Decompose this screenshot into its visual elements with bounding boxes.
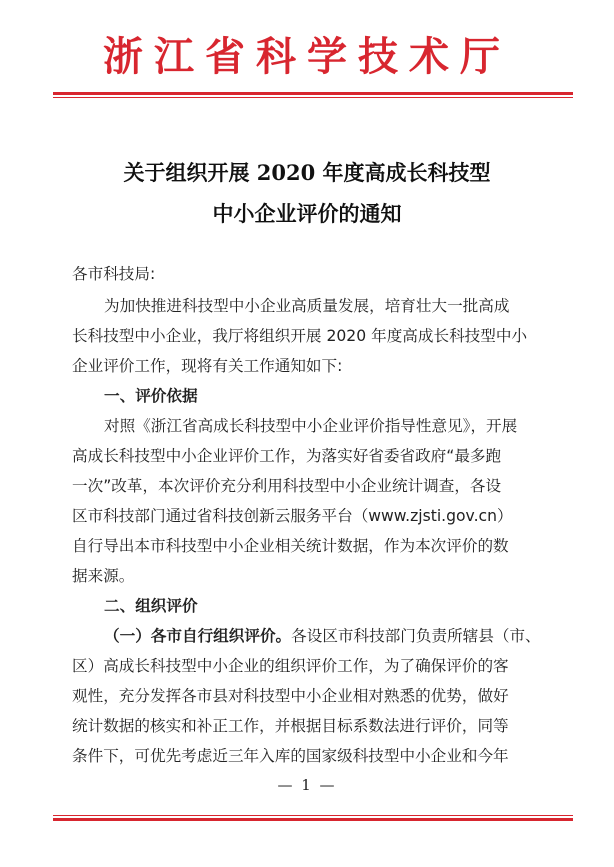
footer-rule-thin xyxy=(53,815,573,816)
para3-sub-heading: （一）各市自行组织评价。 xyxy=(104,627,292,645)
letterhead-org-name: 浙江省科学技术厅 xyxy=(103,33,511,80)
para3-line-3: 观性，充分发挥各市县对科技型中小企业相对熟悉的优势，做好 xyxy=(72,687,509,705)
para2-line-3: 一次”改革，本次评价充分利用科技型中小企业统计调查，各设 xyxy=(72,477,502,495)
para1-line-3: 企业评价工作，现将有关工作通知如下: xyxy=(72,357,343,375)
para2-line-1: 对照《浙江省高成长科技型中小企业评价指导性意见》，开展 xyxy=(104,417,518,435)
letterhead-rule-thick xyxy=(53,92,573,95)
para2-line-6: 据来源。 xyxy=(72,567,135,585)
section2-heading: 二、组织评价 xyxy=(104,597,198,615)
para3-line-1 xyxy=(104,626,541,646)
para2-line-5: 自行导出本市科技型中小企业相关统计数据，作为本次评价的数 xyxy=(72,537,509,555)
para3-line-1-rest: 各设区市科技部门负责所辖县（市、 xyxy=(291,627,541,645)
para1-line-1: 为加快推进科技型中小企业高质量发展，培育壮大一批高成 xyxy=(104,297,510,315)
para2-line-2: 高成长科技型中小企业评价工作，为落实好省委省政府“最多跑 xyxy=(72,447,502,465)
salutation: 各市科技局: xyxy=(72,265,156,283)
section1-heading: 一、评价依据 xyxy=(104,387,198,405)
para1-line-2: 长科技型中小企业，我厅将组织开展 2020 年度高成长科技型中小 xyxy=(72,327,528,345)
page-number: — 1 — xyxy=(277,776,337,794)
para3-line-5: 条件下，可优先考虑近三年入库的国家级科技型中小企业和今年 xyxy=(72,747,509,765)
footer-rule-thick xyxy=(53,818,573,821)
document-title-line-2: 中小企业评价的通知 xyxy=(212,201,402,226)
document-title-line-1: 关于组织开展 2020 年度高成长科技型 xyxy=(123,160,491,185)
para3-line-4: 统计数据的核实和补正工作，并根据目标系数法进行评价，同等 xyxy=(72,717,509,735)
para2-line-4: 区市科技部门通过省科技创新云服务平台（www.zjsti.gov.cn） xyxy=(72,507,513,525)
letterhead-rule-thin xyxy=(53,97,573,98)
para3-line-2: 区）高成长科技型中小企业的组织评价工作，为了确保评价的客 xyxy=(72,657,509,675)
